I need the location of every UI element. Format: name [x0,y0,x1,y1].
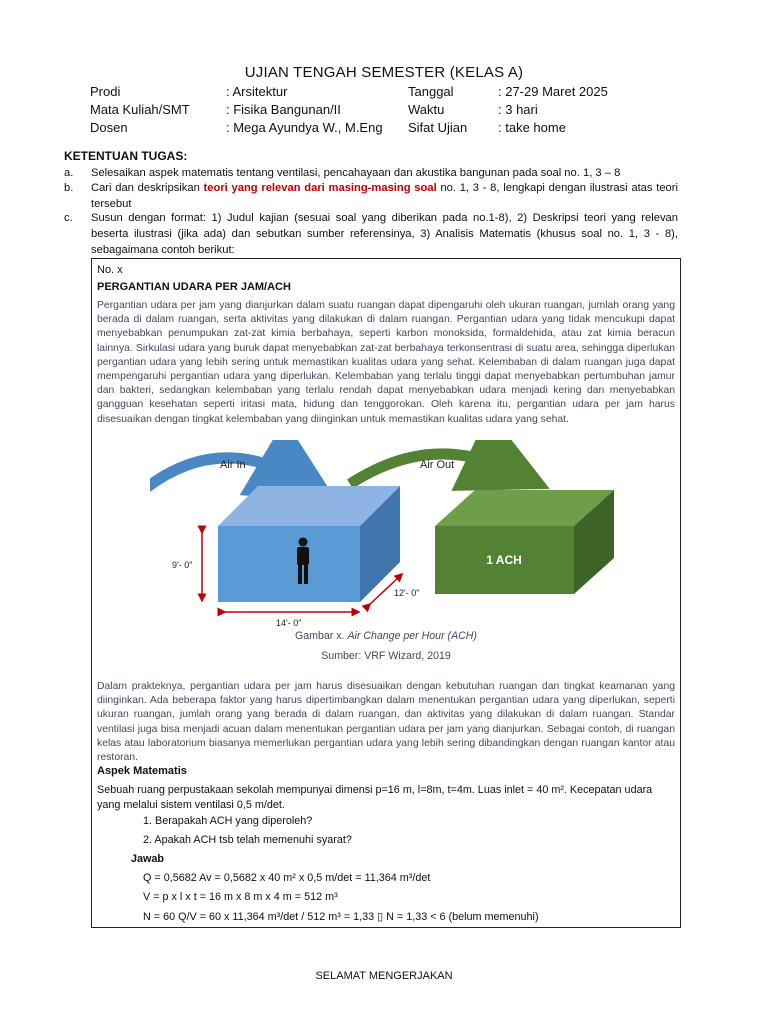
rule-text: Susun dengan format: 1) Judul kajian (sesuai soal yang diberikan pada no.1-8), 2) Deskripsi teori yang relevan beserta ilustrasi (jika ada) dan sebutkan sumber referensinya, 3) Analisis Matematis (khusus soal no. 1, 3 - 8), sebagaimana contoh berikut: [91,212,678,256]
air-in-label: Air In [220,459,246,471]
blue-box-front [218,526,360,602]
rule-text [91,180,678,212]
rule-c [64,210,678,258]
figure-caption [91,630,681,642]
caption-italic: Air Change per Hour (ACH) [347,630,477,642]
ach-label: 1 ACH [486,553,522,567]
meta-label: Mata Kuliah/SMT [90,102,190,117]
depth-label: 12'- 0" [394,588,420,598]
meta-label: Prodi [90,84,121,99]
meta-value: : take home [498,120,566,135]
meta-value: : Arsitektur [226,84,288,99]
meta-value: : 3 hari [498,102,538,117]
height-label: 9'- 0" [172,560,193,570]
closing-message: SELAMAT MENGERJAKAN [315,970,453,982]
aspek-heading: Aspek Matematis [97,765,187,777]
rule-text: Selesaikan aspek matematis tentang ventilasi, pencahayaan dan akustika bangunan pada soal no. 1, 3 – 8 [91,167,621,179]
example-heading: PERGANTIAN UDARA PER JAM/ACH [97,281,291,293]
rule-text-post: no. 1, 3 - 8, lengkapi dengan ilustrasi atas teori tersebut [91,182,678,210]
rules-heading: KETENTUAN TUGAS: [64,149,188,163]
meta-label: Tanggal [408,84,454,99]
equation-flow: Q = 0,5682 Av = 0,5682 x 40 m² x 0,5 m/det = 11,364 m³/det [143,872,431,884]
equation-volume: V = p x l x t = 16 m x 8 m x 4 m = 512 m³ [143,891,338,903]
example-number: No. x [97,264,123,276]
problem-statement: Sebuah ruang perpustakaan sekolah mempunyai dimensi p=16 m, l=8m, t=4m. Luas inlet = 40 m². Kecepatan udara yang melalui sistem ventilasi 0,5 m/det. [97,784,653,811]
practice-paragraph: Dalam prakteknya, pergantian udara per jam harus disesuaikan dengan kebutuhan ruangan dan tingkat keamanan yang diinginkan. Ada beberapa faktor yang harus dipertimbangkan dalam menentukan pergantian udara yang diperlukan, seperti ukuran ruangan, jumlah orang yang berada di dalam ruangan, dan aktivitas yang dilakukan di dalam ruangan. Standar ventilasi juga bisa menjadi acuan dalam menentukan pergantian udara per jam yang dianjurkan. Sebagai contoh, di ruangan kelas atau laboratorium biasanya memerlukan pergantian udara yang lebih sering dibandingkan dengan ruangan kantor atau restoran. [97,681,675,764]
meta-label: Sifat Ujian [408,120,468,135]
question-2: 2. Apakah ACH tsb telah memenuhi syarat? [143,834,352,846]
meta-label: Dosen [90,120,128,135]
meta-label: Waktu [408,102,445,117]
rule-a [64,165,678,181]
answer-heading: Jawab [131,853,165,865]
width-label: 14'- 0" [276,618,302,628]
rule-label: a. [64,167,74,179]
caption-prefix: Gambar x. [295,630,348,642]
question-1: 1. Berapakah ACH yang diperoleh? [143,815,313,827]
meta-value: : Mega Ayundya W., M.Eng [226,120,383,135]
rule-b [64,180,678,212]
meta-value: : Fisika Bangunan/II [226,102,341,117]
figure-source: Sumber: VRF Wizard, 2019 [321,650,451,662]
rule-label: c. [64,212,73,224]
equation-ach: N = 60 Q/V = 60 x 11,364 m³/det / 512 m³ = 1,33 ▯ N = 1,33 < 6 (belum memenuhi) [143,911,539,923]
page-title: UJIAN TENGAH SEMESTER (KELAS A) [244,64,524,81]
air-out-label: Air Out [420,459,455,471]
rule-highlight: teori yang relevan dari masing-masing soal [203,182,437,194]
rule-text-pre: Cari dan deskripsikan [91,182,204,194]
ach-diagram [150,440,630,628]
meta-value: : 27-29 Maret 2025 [498,84,608,99]
theory-paragraph: Pergantian udara per jam yang dianjurkan dalam suatu ruangan dapat dipengaruhi oleh ukuran ruangan, jumlah orang yang berada di dalam ruangan, serta aktivitas yang dilakukan di dalam ruangan. Pergantian udara yang tidak mencukupi dapat menyebabkan penumpukan zat-zat kimia berbahaya, seperti karbon monoksida, formaldehida, atau zat kimia beracun lainnya. Sirkulasi udara yang buruk dapat menyebabkan zat-zat berbahaya terkonsentrasi di suatu area, sehingga diperlukan pergantian udara yang lebih sering untuk memastikan kualitas udara yang sehat. Kelembaban di dalam ruangan juga dapat mempengaruhi pergantian udara yang diperlukan. Kelembaban yang terlalu tinggi dapat menyebabkan pertumbuhan jamur dan bakteri, sedangkan kelembaban yang terlalu rendah dapat menyebabkan udara menjadi kering dan menyebabkan gangguan kesehatan seperti iritasi mata, hidung dan tenggorokan. Oleh karena itu, pergantian udara per jam harus disesuaikan dengan tingkat kelembaban yang diinginkan untuk memastikan kualitas udara yang sehat. [97,300,675,425]
rule-label: b. [64,182,74,194]
